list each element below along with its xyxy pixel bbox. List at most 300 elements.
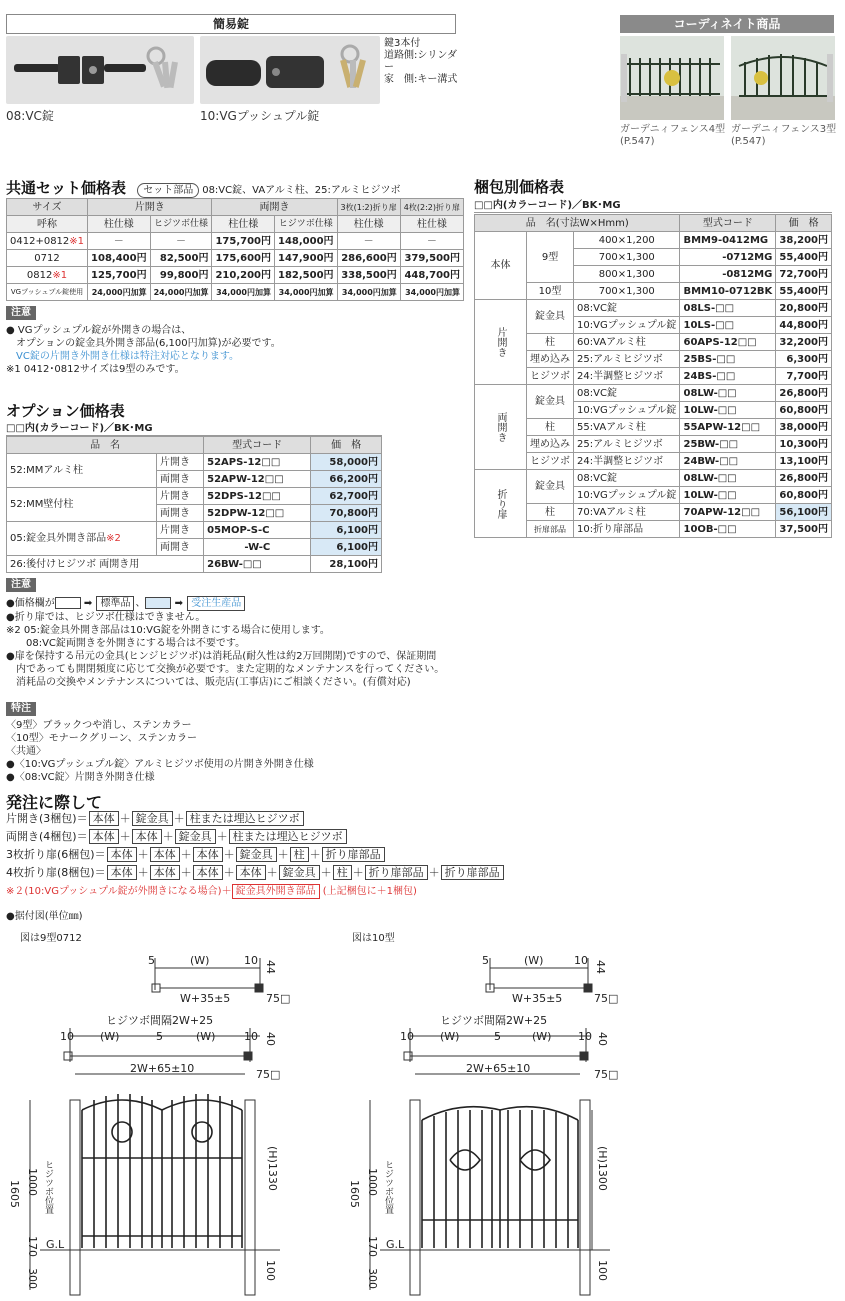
price-cell: 20,800円 (776, 300, 832, 317)
option-price: 58,000円 (311, 454, 382, 471)
price-cell: 13,100円 (776, 453, 832, 470)
note-badge: 注意 (6, 306, 36, 320)
order-part: 錠金具 (175, 829, 216, 844)
pack-price-table (474, 214, 832, 538)
set-parts-pill: セット部品 (137, 183, 199, 198)
order-part: 折り扉部品 (322, 847, 385, 862)
dim-w: (W) (532, 1030, 552, 1043)
price-cell: 60,800円 (776, 487, 832, 504)
note-line: ※1 0412･0812サイズは9型のみです。 (6, 364, 185, 375)
col-hiji: ヒジツボ仕様 (275, 216, 338, 233)
option-code: 52APW-12□□ (204, 471, 311, 488)
fig9-label: 図は9型0712 (20, 933, 82, 944)
table-row (475, 283, 832, 300)
order-note (6, 884, 505, 899)
special-badge: 特注 (6, 702, 36, 716)
code-cell: 08LW-□□ (680, 385, 776, 402)
note-line: 消耗品の交換やメンテナンスについては、販売店(工事店)にご相談ください。(有償対応) (6, 677, 411, 688)
dim-hiji: ヒジツボ間隔2W+25 (106, 1014, 214, 1027)
price-cell: 125,700円 (88, 267, 151, 284)
option-notes (6, 578, 466, 689)
common-price-table (6, 198, 464, 301)
price-cell: 147,900円 (275, 250, 338, 267)
dim-10: 10 (60, 1030, 74, 1043)
table-row (475, 436, 832, 453)
code-cell: 10LS-□□ (680, 317, 776, 334)
col-ryo: 両開き (212, 199, 337, 216)
code-cell: 24BW-□□ (680, 453, 776, 470)
item-cell: 25:アルミヒジツボ (574, 351, 680, 368)
order-part: 折り扉部品 (441, 865, 504, 880)
order-part: 錠金具 (132, 811, 173, 826)
blue-swatch (145, 597, 171, 609)
col-code: 型式コード (680, 215, 776, 232)
dim-10: 10 (400, 1030, 414, 1043)
option-name: 05:錠金具外開き部品 (10, 533, 107, 544)
price-cell: 210,200円 (212, 267, 275, 284)
order-part: 柱または埋込ヒジツボ (229, 829, 347, 844)
group-body: 本体 (475, 232, 527, 300)
item-cell: 60:VAアルミ柱 (574, 334, 680, 351)
option-mark: ※2 (106, 533, 121, 544)
note-line: オプションの錠金具外開き部品(6,100円加算)が必要です。 (6, 338, 281, 349)
type-9: 9型 (527, 232, 574, 283)
option-price-table (6, 436, 382, 573)
code-cell: 08LS-□□ (680, 300, 776, 317)
col-pillar: 柱仕様 (88, 216, 151, 233)
price-cell: 55,400円 (776, 249, 832, 266)
price-cell: 24,000円加算 (150, 284, 212, 301)
option-type: 片開き (157, 488, 204, 505)
price-cell: 448,700円 (400, 267, 463, 284)
col-price: 価 格 (311, 437, 382, 454)
item-cell: 08:VC錠 (574, 300, 680, 317)
item-cell: 24:半調整ヒジツボ (574, 453, 680, 470)
code-cell: 08LW-□□ (680, 470, 776, 487)
price-cell: 44,800円 (776, 317, 832, 334)
order-part: 本体 (193, 847, 223, 862)
option-code: 52DPS-12□□ (204, 488, 311, 505)
col-pillar: 柱仕様 (337, 216, 400, 233)
item-cell: 08:VC錠 (574, 385, 680, 402)
pack-price-title: 梱包別価格表 (474, 178, 565, 196)
order-label: 両開き(4梱包)＝ (6, 830, 88, 843)
dim-170: 170 (26, 1236, 39, 1257)
feature-line: 〈共通〉 (6, 746, 46, 757)
feature-line: 〈9型〉ブラックつや消し、ステンカラー (6, 720, 192, 731)
price-cell: 26,800円 (776, 470, 832, 487)
feature-line: ●〈10:VGプッシュプル錠〉アルミヒジツボ使用の片開き外開き仕様 (6, 759, 314, 770)
note-line: ● VGプッシュプル錠が外開きの場合は、 (6, 325, 192, 336)
item-cell: 70:VAアルミ柱 (574, 504, 680, 521)
order-label: 片開き(3梱包)＝ (6, 812, 88, 825)
table-row (475, 334, 832, 351)
caption-vg-lock: 10:VGプッシュプル錠 (200, 109, 320, 123)
item-cell: 08:VC錠 (574, 470, 680, 487)
note-line: ※2 05:錠金具外開き部品は10:VG錠を外開きにする場合に使用します。 (6, 625, 330, 636)
dim-44: 44 (264, 960, 277, 974)
note-line: 08:VC錠両開きを外開きにする場合は不要です。 (6, 638, 246, 649)
option-price: 66,200円 (311, 471, 382, 488)
dim-w: (W) (196, 1030, 216, 1043)
installation-drawing-10 (340, 950, 620, 1301)
dim-300: 300 (26, 1268, 39, 1289)
legend-sep: 、 (135, 598, 146, 609)
price-cell: 34,000円加算 (212, 284, 275, 301)
size-cell: 400×1,200 (574, 232, 680, 249)
item-cell: 25:アルミヒジツボ (574, 436, 680, 453)
fence3-caption: ガーデニィフェンス3型 (P.547) (731, 124, 837, 147)
jo-label: 錠金具 (527, 470, 574, 504)
option-type: 両開き (157, 505, 204, 522)
option-name: 26:後付けヒジツボ 両開き用 (7, 556, 204, 573)
option-type: 両開き (157, 471, 204, 488)
dim-hijipos: ヒジツボ位置 (43, 1160, 53, 1214)
common-price-heading (6, 177, 400, 198)
order-part: 本体 (107, 865, 137, 880)
dim-75: 75□ (594, 1068, 619, 1081)
option-price: 70,800円 (311, 505, 382, 522)
col-size: サイズ (7, 199, 88, 216)
fence4-caption: ガーデニィフェンス4型 (P.547) (620, 124, 726, 147)
special-order (6, 702, 314, 784)
dim-10: 10 (574, 954, 588, 967)
price-cell: 37,500円 (776, 521, 832, 538)
type-10: 10型 (527, 283, 574, 300)
pillar-label: 柱 (527, 504, 574, 521)
dim-gl: G.L (46, 1238, 65, 1251)
note-line: VC錠の片開き外開き仕様は特注対応となります。 (6, 351, 240, 362)
order-part: 柱または埋込ヒジツボ (186, 811, 304, 826)
row-name: 0812 (26, 269, 53, 281)
jo-label: 錠金具 (527, 385, 574, 419)
table-row (7, 454, 382, 471)
dim-h1300: (H)1300 (596, 1146, 609, 1191)
order-note-pre: ※２(10:VGプッシュプル錠が外開きになる場合)＋ (6, 886, 232, 897)
price-cell: 10,300円 (776, 436, 832, 453)
item-cell: 10:VGプッシュプル錠 (574, 487, 680, 504)
dim-10: 10 (244, 1030, 258, 1043)
table-row (475, 419, 832, 436)
order-part: 本体 (193, 865, 223, 880)
table-row (475, 232, 832, 249)
table-row (475, 368, 832, 385)
price-cell: 175,700円 (212, 233, 275, 250)
code-cell: BMM9-0412MG (680, 232, 776, 249)
coordinate-title: コーディネイト商品 (620, 15, 834, 33)
option-subtitle: □□内(カラーコード)／BK･MG (6, 422, 382, 436)
table-row (7, 267, 464, 284)
code-cell: 24BS-□□ (680, 368, 776, 385)
order-line-4fold: 4枚折り扉(8梱包)＝ 本体 ＋ 本体 ＋ 本体 ＋ 本体 ＋ 錠金具 ＋ 柱 ＋ 折り扉部品 ＋ 折り扉部品 (6, 864, 505, 882)
caption-vc-lock: 08:VC錠 (6, 109, 54, 123)
col-code: 型式コード (204, 437, 311, 454)
price-cell: 26,800円 (776, 385, 832, 402)
table-row (475, 300, 832, 317)
order-line-ryo: 両開き(4梱包)＝ 本体 ＋ 本体 ＋ 錠金具 ＋ 柱または埋込ヒジツボ (6, 828, 505, 846)
code-cell: 25BS-□□ (680, 351, 776, 368)
dim-40: 40 (596, 1032, 609, 1046)
note-line: ●扉を保持する吊元の金具(ヒンジヒジツボ)は消耗品(耐久性は約2万回開閉)ですので、保証期間 (6, 651, 437, 662)
item-cell: 10:折り扉部品 (574, 521, 680, 538)
option-type: 片開き (157, 454, 204, 471)
code-cell: -0712MG (680, 249, 776, 266)
price-cell: 6,300円 (776, 351, 832, 368)
vc-lock-photo (6, 36, 194, 104)
price-cell: 175,600円 (212, 250, 275, 267)
pillar-label: 柱 (527, 419, 574, 436)
col-pillar: 柱仕様 (212, 216, 275, 233)
embed-label: 埋め込み (527, 351, 574, 368)
item-cell: 10:VGプッシュプル錠 (574, 402, 680, 419)
dim-hiji: ヒジツボ間隔2W+25 (440, 1014, 548, 1027)
note-line: ●折り扉では、ヒジツボ仕様はできません。 (6, 612, 206, 623)
price-cell: 108,400円 (88, 250, 151, 267)
table-row (475, 504, 832, 521)
col-name: 品 名(寸法W×Hmm) (475, 215, 680, 232)
table-row (7, 522, 382, 539)
legend-lead: ●価格欄が (6, 598, 55, 609)
price-cell: 99,800円 (150, 267, 212, 284)
col-size2: 呼称 (7, 216, 88, 233)
price-cell: 38,200円 (776, 232, 832, 249)
dim-h1330: (H)1330 (266, 1146, 279, 1191)
dim-100: 100 (596, 1260, 609, 1281)
code-cell: 70APW-12□□ (680, 504, 776, 521)
order-part: 錠金具 (279, 865, 320, 880)
size-cell: 800×1,300 (574, 266, 680, 283)
option-price: 28,100円 (311, 556, 382, 573)
col-kata: 片開き (88, 199, 212, 216)
col-name: 品 名 (7, 437, 204, 454)
dim-300: 300 (366, 1268, 379, 1289)
install-label: ●据付図(単位㎜) (6, 911, 83, 922)
dim-w35: W+35±5 (512, 992, 563, 1005)
option-code: 52APS-12□□ (204, 454, 311, 471)
table-row (475, 453, 832, 470)
dim-10: 10 (244, 954, 258, 967)
order-part: 錠金具 (236, 847, 277, 862)
order-part: 本体 (236, 865, 266, 880)
price-cell: 32,200円 (776, 334, 832, 351)
row-name: 0712 (7, 250, 88, 267)
dim-100: 100 (264, 1260, 277, 1281)
code-cell: 10LW-□□ (680, 402, 776, 419)
common-price-title: 共通セット価格表 (6, 179, 127, 197)
section-title: 簡易錠 (6, 14, 456, 34)
table-row (475, 521, 832, 538)
price-cell: － (150, 233, 212, 250)
col-hiji: ヒジツボ仕様 (150, 216, 212, 233)
common-price-subtitle: 08:VC錠、VAアルミ柱、25:アルミヒジツボ (202, 185, 401, 196)
order-line-kata: 片開き(3梱包)＝ 本体 ＋ 錠金具 ＋ 柱または埋込ヒジツボ (6, 810, 505, 828)
item-cell: 24:半調整ヒジツボ (574, 368, 680, 385)
order-part: 柱 (333, 865, 352, 880)
price-cell: 148,000円 (275, 233, 338, 250)
code-cell: 60APS-12□□ (680, 334, 776, 351)
common-notes (6, 306, 281, 376)
fold-parts-label: 折扉部品 (527, 521, 574, 538)
order-part: 本体 (150, 865, 180, 880)
dim-75: 75□ (256, 1068, 281, 1081)
dim-w65: 2W+65±10 (466, 1062, 531, 1075)
dim-40: 40 (264, 1032, 277, 1046)
group-fold: 折り扉 (475, 470, 527, 538)
dim-w: (W) (440, 1030, 460, 1043)
order-part: 本体 (89, 811, 119, 826)
option-code: 05MOP-S-C (204, 522, 311, 539)
table-row (475, 385, 832, 402)
table-row (7, 488, 382, 505)
note-line: 内であっても開閉頻度に応じて交換が必要です。また定期的なメンテナンスを行ってください。 (6, 664, 445, 675)
price-cell: 7,700円 (776, 368, 832, 385)
white-swatch (55, 597, 81, 609)
price-cell: － (400, 233, 463, 250)
price-cell: 72,700円 (776, 266, 832, 283)
dim-1605: 1605 (8, 1180, 21, 1208)
legend-order: 受注生産品 (187, 596, 245, 611)
price-cell: 38,000円 (776, 419, 832, 436)
order-note-box: 錠金具外開き部品 (232, 884, 320, 899)
vg-lock-photo (200, 36, 380, 104)
price-cell: 24,000円加算 (88, 284, 151, 301)
order-part: 柱 (290, 847, 309, 862)
option-name: 52:MMアルミ柱 (7, 454, 157, 488)
fence3-photo (731, 36, 835, 120)
option-type: 片開き (157, 522, 204, 539)
code-cell: 10LW-□□ (680, 487, 776, 504)
size-cell: 700×1,300 (574, 249, 680, 266)
option-price-title: オプション価格表 (6, 402, 125, 420)
row-mark: ※1 (52, 269, 68, 281)
pack-subtitle: □□内(カラーコード)／BK･MG (474, 199, 832, 213)
option-code: 26BW-□□ (204, 556, 311, 573)
code-cell: -0812MG (680, 266, 776, 283)
dim-5: 5 (148, 954, 155, 967)
feature-line: ●〈08:VC錠〉片開き外開き仕様 (6, 772, 155, 783)
order-note-post: (上記梱包に＋1梱包) (322, 886, 417, 897)
dim-44: 44 (594, 960, 607, 974)
option-name: 52:MM壁付柱 (7, 488, 157, 522)
table-row (7, 250, 464, 267)
price-cell: 60,800円 (776, 402, 832, 419)
option-price: 62,700円 (311, 488, 382, 505)
fig10-label: 図は10型 (352, 933, 395, 944)
price-cell: 34,000円加算 (400, 284, 463, 301)
row-mark: ※1 (69, 235, 85, 247)
price-cell: 286,600円 (337, 250, 400, 267)
order-label: 3枚折り扉(6梱包)＝ (6, 848, 106, 861)
dim-170: 170 (366, 1236, 379, 1257)
pillar-label: 柱 (527, 334, 574, 351)
price-cell: 379,500円 (400, 250, 463, 267)
price-cell: － (337, 233, 400, 250)
price-cell: 34,000円加算 (275, 284, 338, 301)
dim-10: 10 (578, 1030, 592, 1043)
row-name: 0412+0812 (10, 235, 70, 247)
embed-label: 埋め込み (527, 436, 574, 453)
item-cell: 10:VGプッシュプル錠 (574, 317, 680, 334)
option-price: 6,100円 (311, 539, 382, 556)
note-badge: 注意 (6, 578, 36, 592)
group-kata: 片開き (475, 300, 527, 385)
order-lines (6, 810, 505, 899)
dim-hijipos: ヒジツボ位置 (383, 1160, 393, 1214)
table-row (475, 351, 832, 368)
fence4-photo (620, 36, 724, 120)
order-label: 4枚折り扉(8梱包)＝ (6, 866, 106, 879)
order-part: 折り扉部品 (365, 865, 428, 880)
dim-1000: 1000 (366, 1168, 379, 1196)
feature-line: 〈10型〉モナークグリーン、ステンカラー (6, 733, 198, 744)
dim-5: 5 (494, 1030, 501, 1043)
code-cell: 10OB-□□ (680, 521, 776, 538)
lock-notes: 鍵3本付 道路側:シリンダー 家 側:キー溝式 (384, 38, 458, 85)
col-pillar: 柱仕様 (400, 216, 463, 233)
dim-gl: G.L (386, 1238, 405, 1251)
dim-1605: 1605 (348, 1180, 361, 1208)
option-price: 6,100円 (311, 522, 382, 539)
code-cell: 25BW-□□ (680, 436, 776, 453)
order-part: 本体 (107, 847, 137, 862)
price-cell: 182,500円 (275, 267, 338, 284)
dim-75: 75□ (266, 992, 291, 1005)
option-code: 52DPW-12□□ (204, 505, 311, 522)
order-part: 本体 (132, 829, 162, 844)
order-part: 本体 (150, 847, 180, 862)
hiji-label: ヒジツボ (527, 368, 574, 385)
order-line-3fold: 3枚折り扉(6梱包)＝ 本体 ＋ 本体 ＋ 本体 ＋ 錠金具 ＋ 柱 ＋ 折り扉部品 (6, 846, 505, 864)
price-cell: 82,500円 (150, 250, 212, 267)
table-row (7, 233, 464, 250)
code-cell: 55APW-12□□ (680, 419, 776, 436)
price-legend: ●価格欄が ➡ 標準品 、 ➡ 受注生産品 (6, 596, 466, 611)
item-cell: 55:VAアルミ柱 (574, 419, 680, 436)
legend-standard: 標準品 (96, 596, 134, 611)
dim-w: (W) (190, 954, 210, 967)
dim-w65: 2W+65±10 (130, 1062, 195, 1075)
order-title: 発注に際して (6, 793, 103, 812)
table-row (475, 470, 832, 487)
table-row (7, 556, 382, 573)
price-cell: 56,100円 (776, 504, 832, 521)
dim-w: (W) (100, 1030, 120, 1043)
dim-w35: W+35±5 (180, 992, 231, 1005)
dim-75: 75□ (594, 992, 619, 1005)
dim-5: 5 (482, 954, 489, 967)
hiji-label: ヒジツボ (527, 453, 574, 470)
price-cell: 34,000円加算 (337, 284, 400, 301)
size-cell: 700×1,300 (574, 283, 680, 300)
col-price: 価 格 (776, 215, 832, 232)
dim-5: 5 (156, 1030, 163, 1043)
dim-w: (W) (524, 954, 544, 967)
option-code: -W-C (204, 539, 311, 556)
order-part: 本体 (89, 829, 119, 844)
table-row (7, 284, 464, 301)
price-cell: － (88, 233, 151, 250)
dim-1000: 1000 (26, 1168, 39, 1196)
option-type: 両開き (157, 539, 204, 556)
code-cell: BMM10-0712BK (680, 283, 776, 300)
group-ryo: 両開き (475, 385, 527, 470)
price-cell: 55,400円 (776, 283, 832, 300)
row-name: VGプッシュプル錠使用 (7, 284, 88, 301)
col-4fold: 4枚(2:2)折り扉 (400, 199, 463, 216)
price-cell: 338,500円 (337, 267, 400, 284)
col-3fold: 3枚(1:2)折り扉 (337, 199, 400, 216)
jo-label: 錠金具 (527, 300, 574, 334)
